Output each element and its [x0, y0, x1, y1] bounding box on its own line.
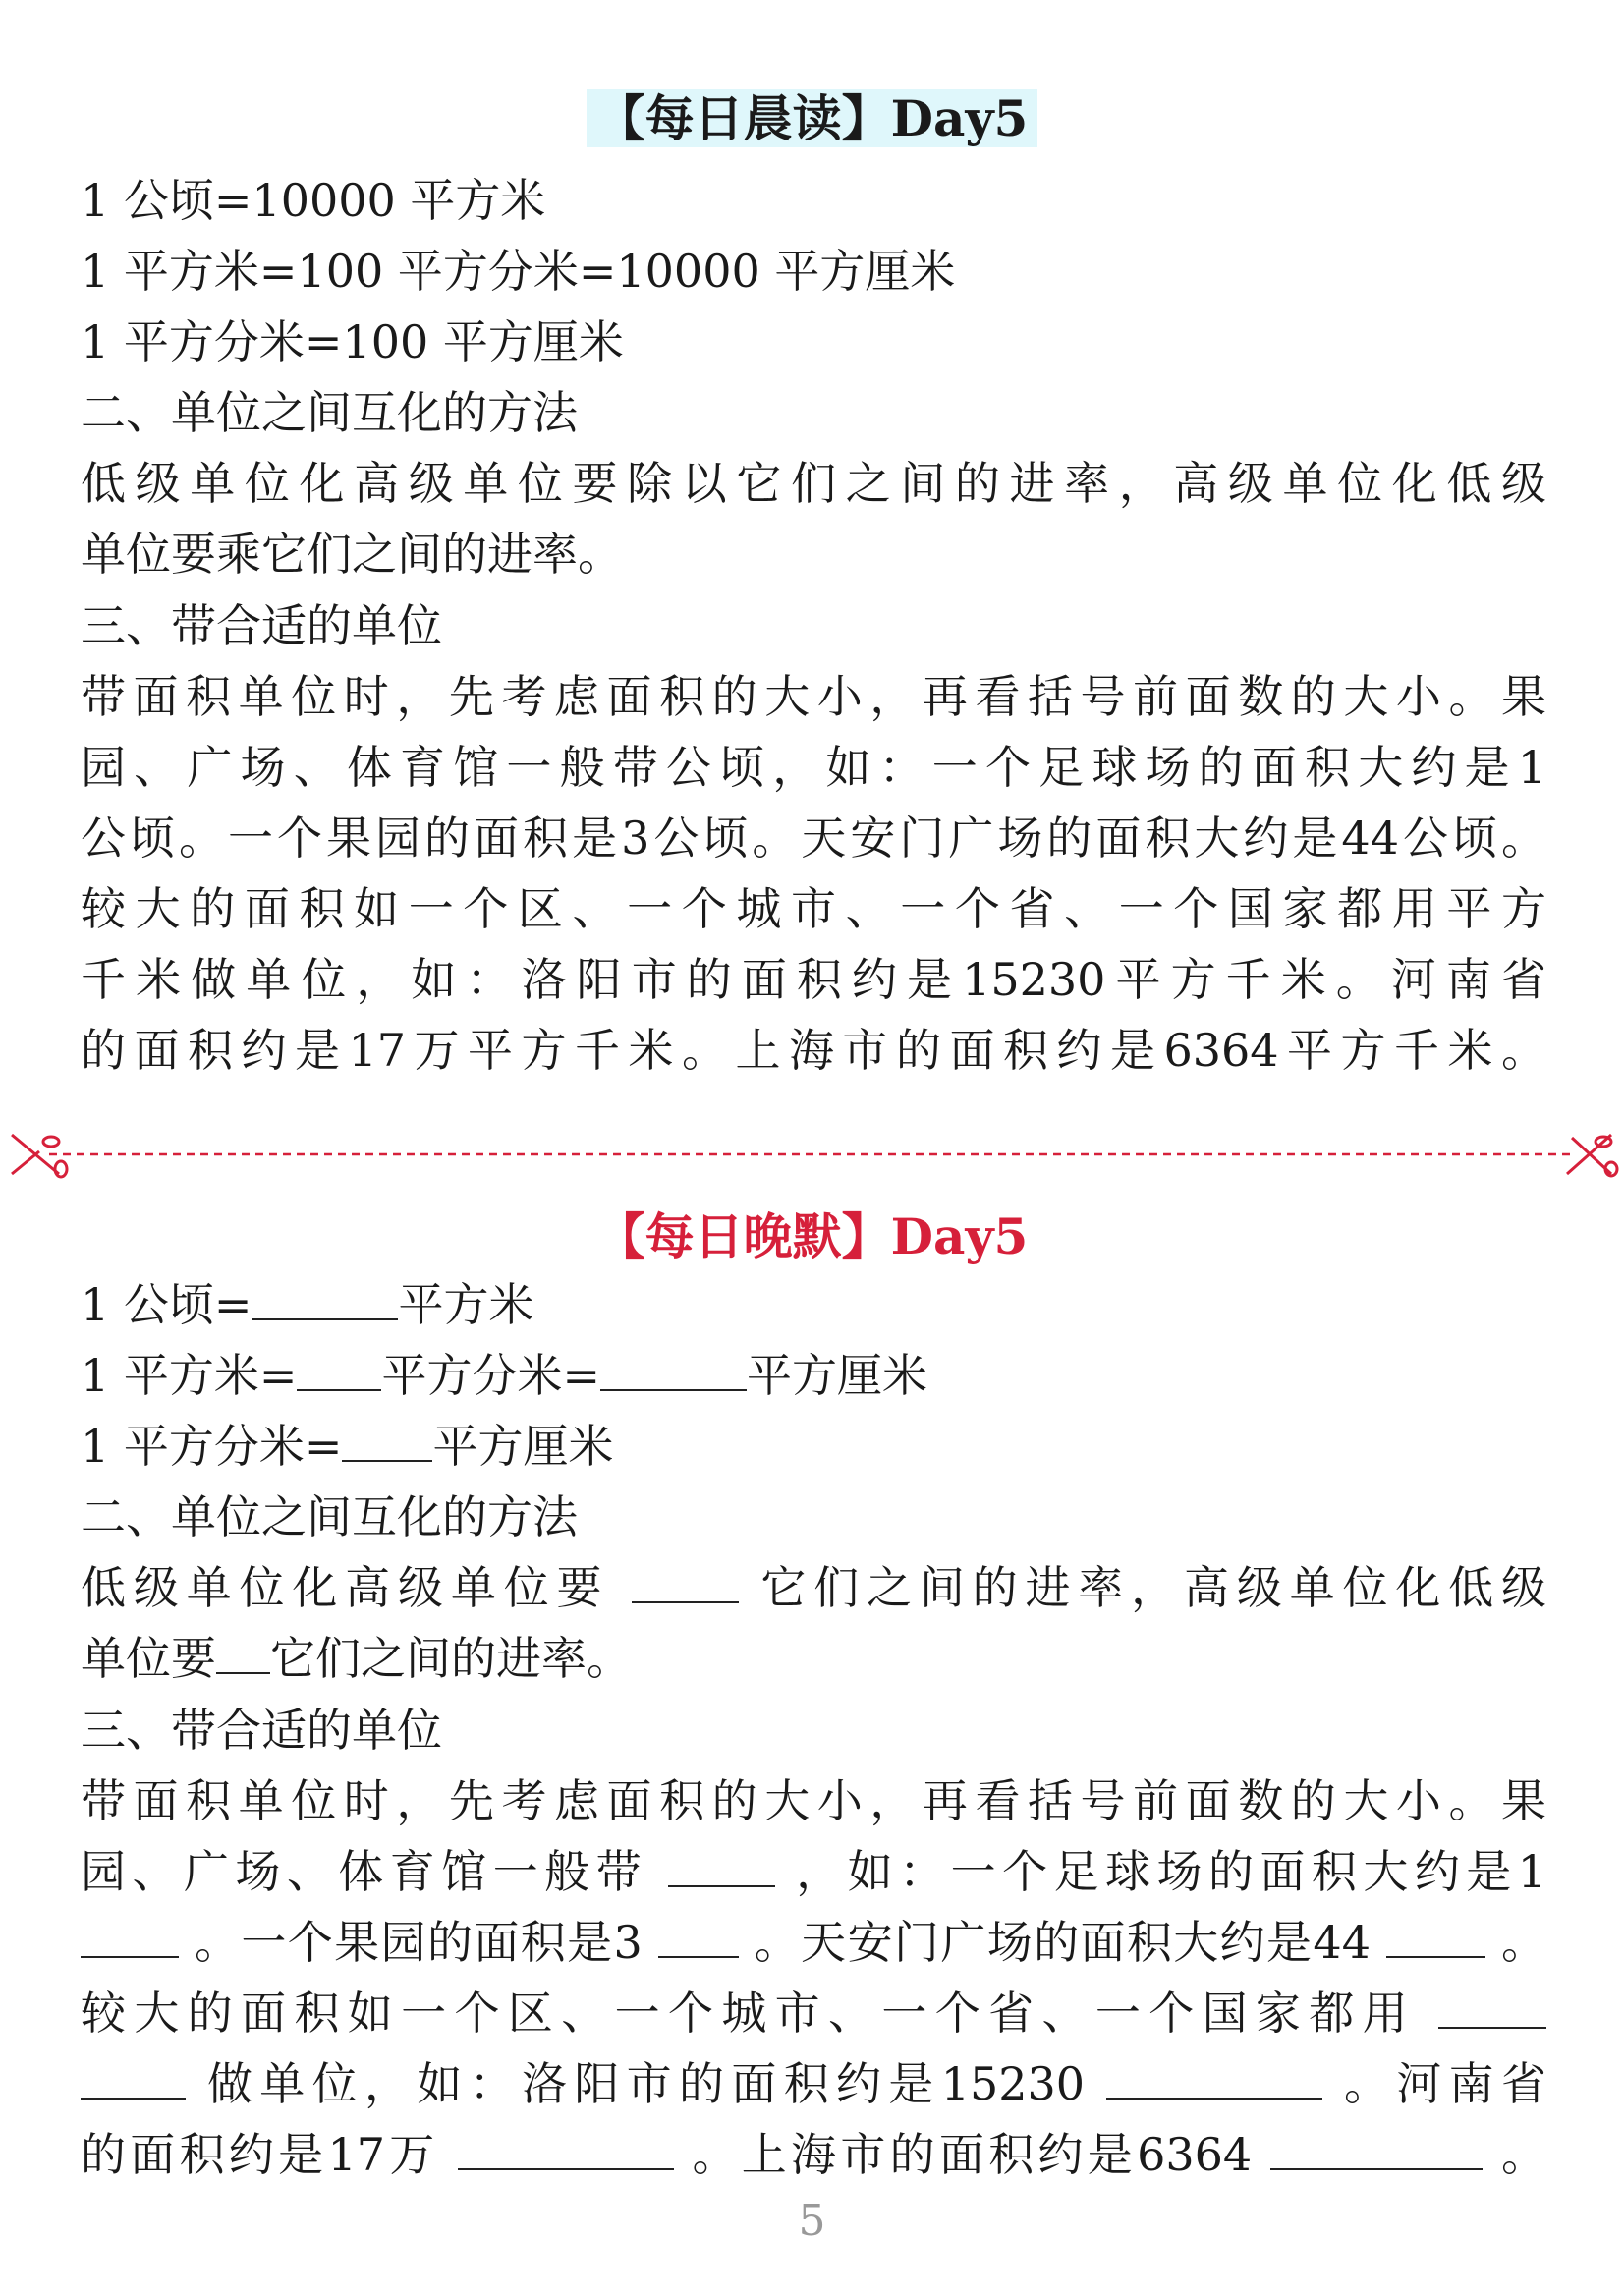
fill-blank[interactable] — [632, 1562, 739, 1603]
text: 。 — [1501, 1915, 1546, 1969]
text-line: 带面积单位时，先考虑面积的大小，再看括号前面数的大小。果 — [81, 1773, 1546, 1827]
fill-blank[interactable] — [668, 1846, 775, 1887]
morning-reading-body — [81, 165, 1546, 1086]
evening-recall-title: 【每日晚默】Day5 — [595, 1207, 1029, 1265]
text: 1 平方米= — [81, 1349, 298, 1403]
text: 。 — [1501, 2128, 1546, 2182]
fill-blank[interactable] — [1106, 2058, 1322, 2100]
page-number: 5 — [798, 2196, 826, 2246]
text: 平方厘米 — [432, 1420, 614, 1474]
text: 单位要 — [81, 1632, 216, 1686]
text-line: 带面积单位时，先考虑面积的大小，再看括号前面数的大小。果 — [81, 669, 1546, 723]
fill-blank[interactable] — [600, 1350, 747, 1391]
text-line: 较大的面积如一个区、一个城市、一个省、一个国家都用平方 — [81, 881, 1546, 935]
fill-blank[interactable] — [216, 1633, 270, 1674]
text: 。一个果园的面积是3 — [195, 1915, 643, 1969]
text: 。上海市的面积约是6364 — [692, 2128, 1253, 2182]
text: 。河南省 — [1344, 2057, 1547, 2111]
text: 1 公顷= — [81, 1278, 252, 1331]
text: 园、广场、体育馆一般带 — [81, 1844, 648, 1898]
text: 平方米 — [398, 1278, 534, 1331]
fill-blank[interactable] — [1438, 1988, 1546, 2029]
text-line: 1 公顷=10000 平方米 — [81, 174, 546, 227]
section-heading: 三、带合适的单位 — [81, 1703, 442, 1757]
evening-recall-body — [81, 1269, 1546, 2190]
text-line: 1 平方分米=100 平方厘米 — [81, 315, 624, 369]
morning-reading-title: 【每日晨读】Day5 — [0, 84, 1624, 153]
text: ，如：一个足球场的面积大约是1 — [796, 1844, 1547, 1898]
scissors-icon — [1567, 1135, 1617, 1176]
text-line: 千米做单位，如：洛阳市的面积约是15230平方千米。河南省 — [81, 953, 1546, 1007]
text: 平方厘米 — [746, 1349, 927, 1403]
section-heading: 二、单位之间互化的方法 — [81, 386, 578, 440]
fill-blank[interactable] — [342, 1421, 432, 1462]
fill-blank[interactable] — [1270, 2129, 1483, 2170]
scissors-icon — [12, 1135, 67, 1177]
text-line: 低级单位化高级单位要除以它们之间的进率，高级单位化低级 — [81, 457, 1546, 511]
text: 低级单位化高级单位要 — [81, 1561, 610, 1615]
text: 平方分米= — [381, 1349, 600, 1403]
section-heading: 二、单位之间互化的方法 — [81, 1490, 578, 1544]
fill-blank[interactable] — [1386, 1917, 1485, 1958]
text: 1 平方分米= — [81, 1420, 343, 1474]
fill-blank[interactable] — [297, 1350, 381, 1391]
cut-line-divider — [0, 1130, 1624, 1179]
section-heading: 三、带合适的单位 — [81, 598, 442, 652]
text: 它们之间的进率。 — [270, 1632, 632, 1686]
text-line: 的面积约是17万平方千米。上海市的面积约是6364平方千米。 — [81, 1024, 1546, 1078]
text-line: 公顷。一个果园的面积是3公顷。天安门广场的面积大约是44公顷。 — [81, 811, 1546, 865]
text-line: 园、广场、体育馆一般带公顷，如：一个足球场的面积大约是1 — [81, 740, 1546, 794]
fill-blank[interactable] — [658, 1917, 739, 1958]
text-line: 1 平方米=100 平方分米=10000 平方厘米 — [81, 245, 956, 299]
text: 的面积约是17万 — [81, 2128, 439, 2182]
fill-blank[interactable] — [81, 2058, 186, 2100]
fill-blank[interactable] — [252, 1279, 398, 1320]
text: 较大的面积如一个区、一个城市、一个省、一个国家都用 — [81, 1986, 1417, 2040]
text-line: 单位要乘它们之间的进率。 — [81, 528, 623, 582]
text: 它们之间的进率，高级单位化低级 — [760, 1561, 1547, 1615]
text: 。天安门广场的面积大约是44 — [754, 1915, 1371, 1969]
fill-blank[interactable] — [458, 2129, 674, 2170]
fill-blank[interactable] — [81, 1917, 179, 1958]
text: 做单位，如：洛阳市的面积约是15230 — [206, 2057, 1086, 2111]
